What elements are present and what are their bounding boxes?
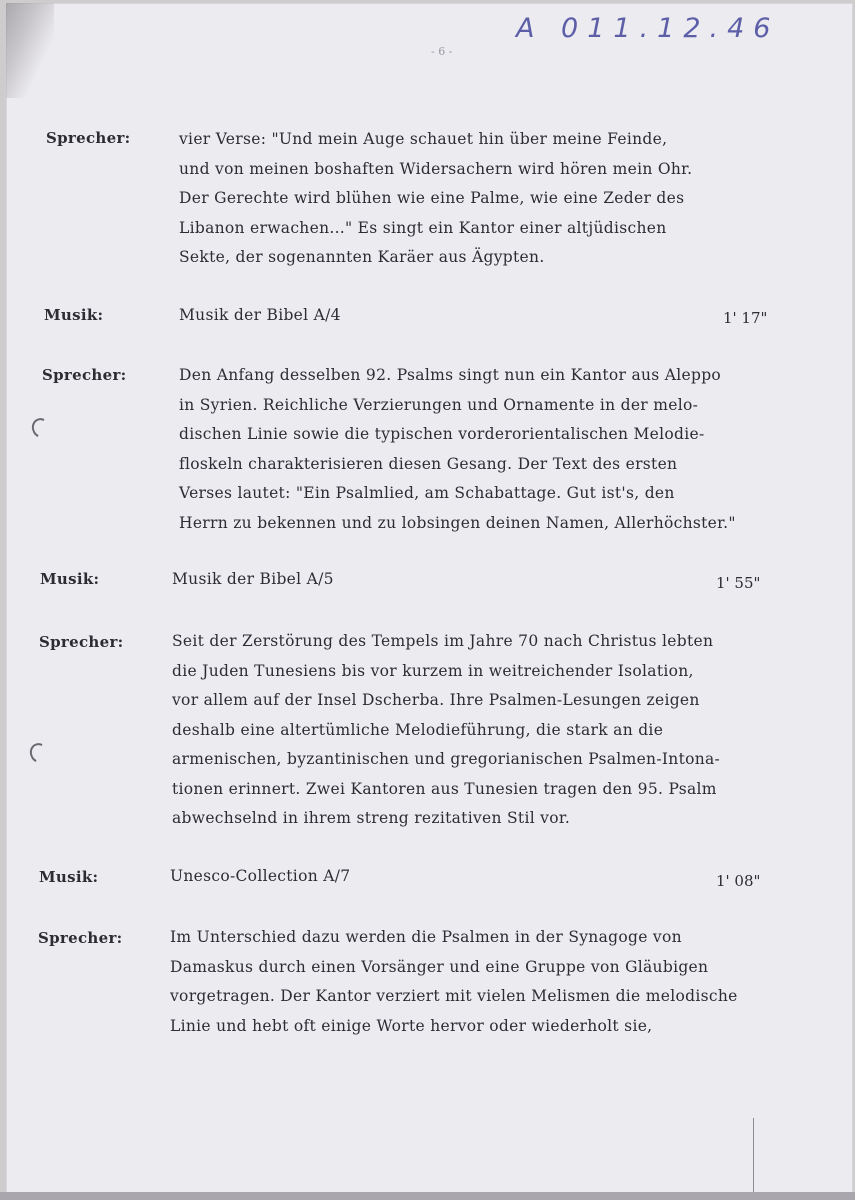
music-title-text: Musik der Bibel A/4 [179,306,341,324]
music-label: Musik: [44,306,104,324]
text-line: Linie und hebt oft einige Worte hervor oder wiederholt sie, [170,1016,653,1035]
speaker-text [170,923,810,1041]
music-title [170,862,785,892]
text-line: vorgetragen. Der Kantor verziert mit vielen Melismen die melodische [170,987,738,1005]
text-line: dischen Linie sowie die typischen vorderorientalischen Melodie- [179,425,705,443]
speaker-label: Sprecher: [46,129,131,147]
punch-hole-mark [27,741,51,766]
text-line: deshalb eine altertümliche Melodieführung, die stark an die [172,720,664,739]
music-duration: 1' 08" [716,872,761,890]
speaker-label: Sprecher: [38,929,123,947]
page-number: - 6 - [431,45,453,58]
music-duration: 1' 55" [716,574,761,592]
speaker-text [179,125,794,273]
text-line: und von meinen boshaften Widersachern wird hören mein Ohr. [179,159,693,178]
scan-bottom-edge [0,1192,855,1200]
music-title-text: Unesco-Collection A/7 [170,867,351,885]
music-title [179,301,794,331]
speaker-text [172,627,787,834]
text-line: Seit der Zerstörung des Tempels im Jahre 70 nach Christus lebten [172,632,714,650]
text-line: Sekte, der sogenannten Karäer aus Ägypten. [179,248,545,266]
speaker-label: Sprecher: [39,633,124,651]
text-line: die Juden Tunesiens bis vor kurzem in weitreichender Isolation, [172,661,694,680]
punch-hole-mark [29,416,53,441]
text-line: vier Verse: "Und mein Auge schauet hin über meine Feinde, [179,130,668,148]
document-page [6,3,853,1197]
text-line: floskeln charakterisieren diesen Gesang. Der Text des ersten [179,454,678,473]
text-line: Den Anfang desselben 92. Psalms singt nun ein Kantor aus Aleppo [179,366,722,384]
music-duration: 1' 17" [723,309,768,327]
speaker-text [179,361,794,538]
music-title [172,565,787,595]
text-line: Der Gerechte wird blühen wie eine Palme, wie eine Zeder des [179,189,685,207]
text-line: armenischen, byzantinischen und gregorianischen Psalmen-Intona- [172,750,721,768]
music-title-text: Musik der Bibel A/5 [172,570,334,588]
text-line: in Syrien. Reichliche Verzierungen und Ornamente in der melo- [179,395,699,414]
music-label: Musik: [40,570,100,588]
text-line: Verses lautet: "Ein Psalmlied, am Schabattage. Gut ist's, den [179,484,675,502]
text-line: Libanon erwachen..." Es singt ein Kantor einer altjüdischen [179,218,667,237]
music-label: Musik: [39,868,99,886]
archive-id-handwritten: A 011.12.46 [516,13,780,44]
text-line: abwechselnd in ihrem streng rezitativen Stil vor. [172,809,571,827]
text-line: Damaskus durch einen Vorsänger und eine Gruppe von Gläubigen [170,957,709,976]
scan-smudge [6,3,54,98]
speaker-label: Sprecher: [42,366,127,384]
margin-line [753,1118,754,1193]
text-line: vor allem auf der Insel Dscherba. Ihre Psalmen-Lesungen zeigen [172,691,700,709]
text-line: tionen erinnert. Zwei Kantoren aus Tunesien tragen den 95. Psalm [172,779,717,798]
text-line: Herrn zu bekennen und zu lobsingen deinen Namen, Allerhöchster." [179,513,736,532]
text-line: Im Unterschied dazu werden die Psalmen in der Synagoge von [170,928,682,946]
